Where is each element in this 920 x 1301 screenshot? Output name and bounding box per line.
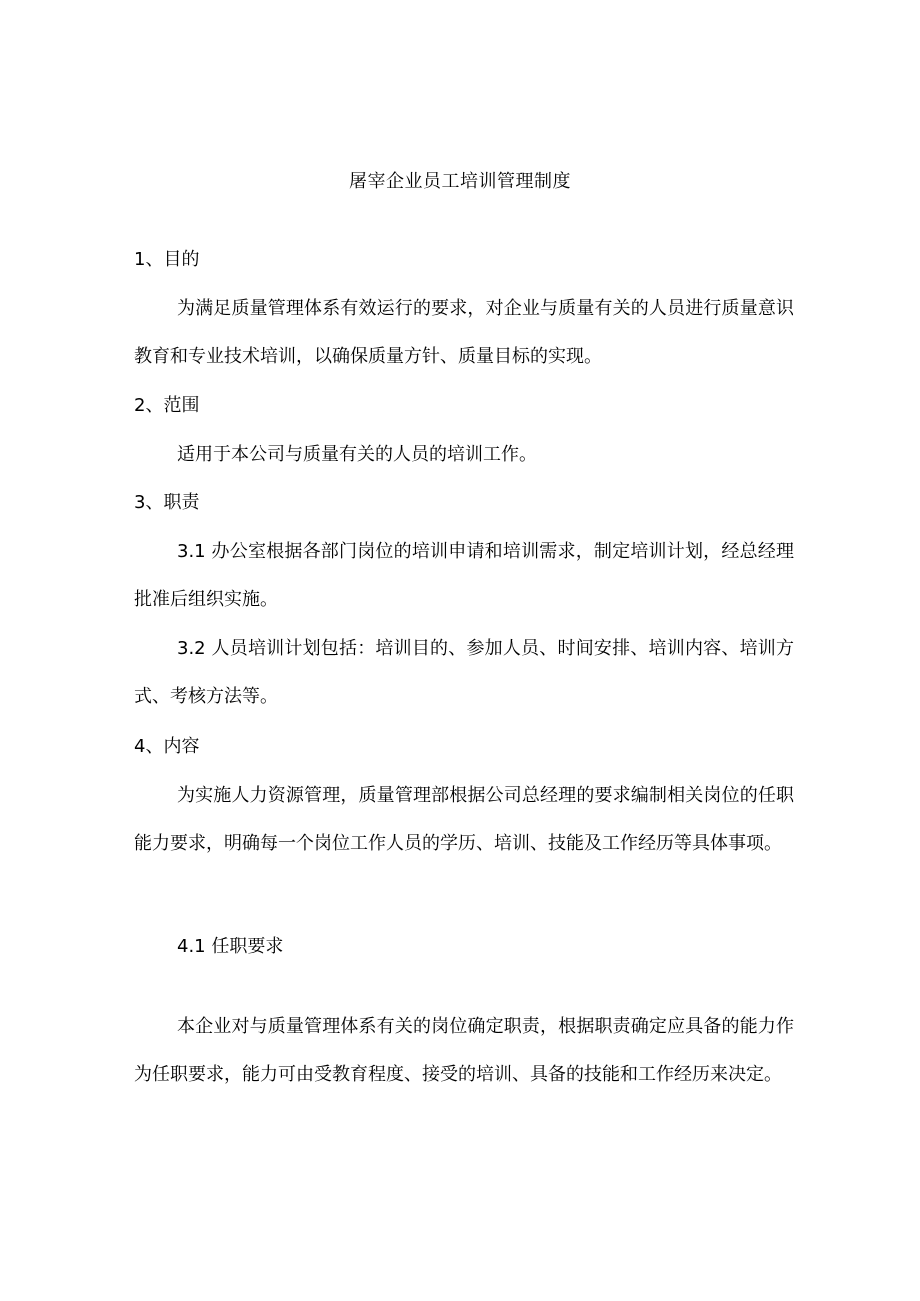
subsection-heading-job-requirements: 4.1 任职要求 — [177, 936, 284, 957]
section-body-purpose: 为满足质量管理体系有效运行的要求，对企业与质量有关的人员进行质量意识教育和专业技术培训，以确保质量方针、质量目标的实现。 — [134, 298, 794, 367]
responsibility-item-3-1: 3.1 办公室根据各部门岗位的培训申请和培训需求，制定培训计划，经总经理批准后组织实施。 — [134, 541, 794, 610]
subsection-body-job-requirements: 本企业对与质量管理体系有关的岗位确定职责，根据职责确定应具备的能力作为任职要求，能力可由受教育程度、接受的培训、具备的技能和工作经历来决定。 — [134, 1016, 794, 1085]
section-heading-scope: 2、范围 — [134, 395, 200, 416]
section-heading-responsibilities: 3、职责 — [134, 492, 200, 513]
section-heading-purpose: 1、目的 — [134, 249, 200, 270]
section-body-content: 为实施人力资源管理，质量管理部根据公司总经理的要求编制相关岗位的任职能力要求，明确每一个岗位工作人员的学历、培训、技能及工作经历等具体事项。 — [134, 785, 794, 854]
section-heading-content: 4、内容 — [134, 736, 200, 757]
section-body-scope: 适用于本公司与质量有关的人员的培训工作。 — [177, 444, 537, 465]
document-title: 屠宰企业员工培训管理制度 — [349, 171, 571, 192]
responsibility-item-3-2: 3.2 人员培训计划包括：培训目的、参加人员、时间安排、培训内容、培训方式、考核方法等。 — [134, 638, 794, 707]
